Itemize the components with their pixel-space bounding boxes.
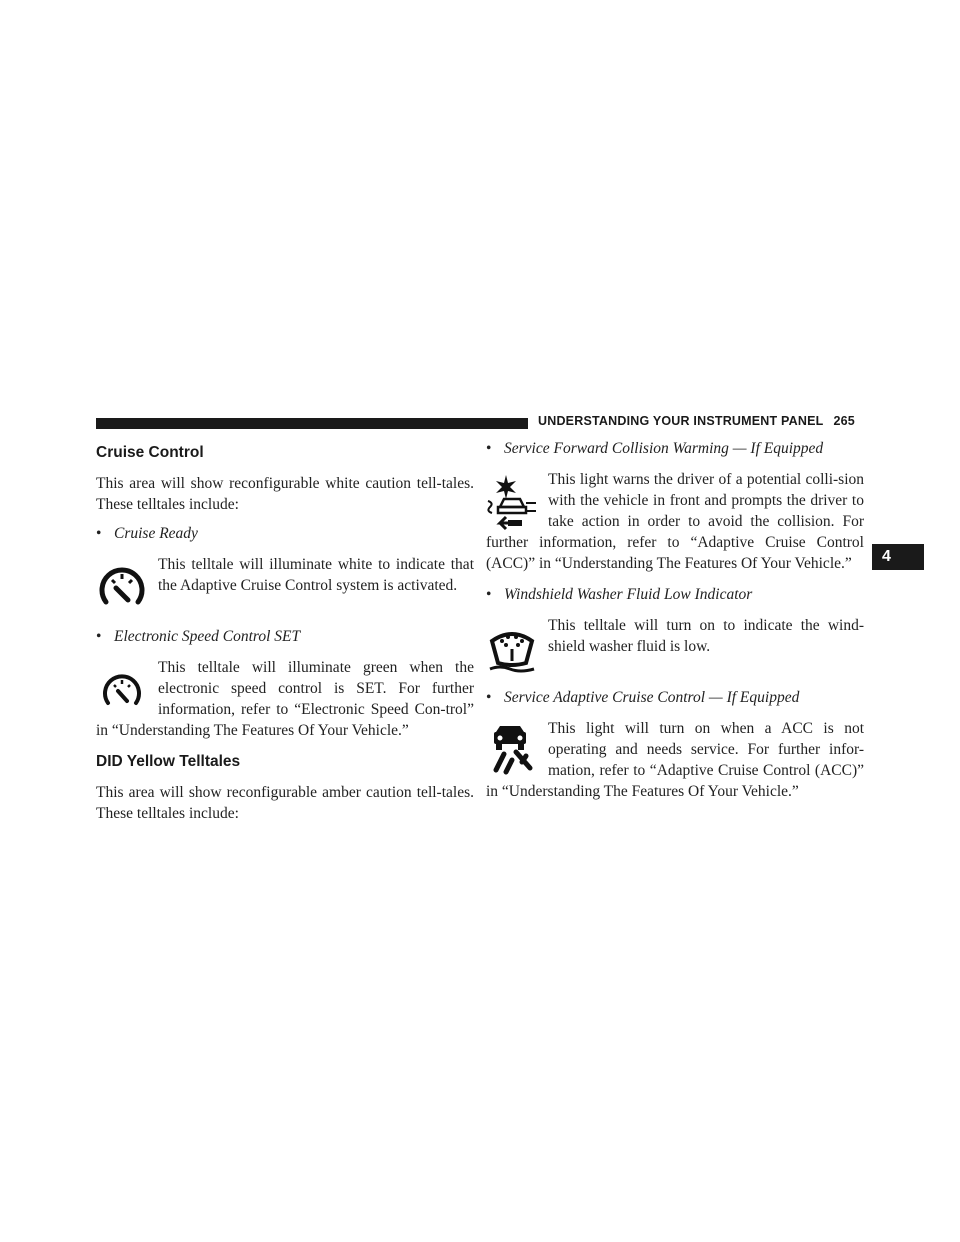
telltale-speed-control-set: [96, 657, 474, 741]
header-title: UNDERSTANDING YOUR INSTRUMENT PANEL: [538, 414, 824, 428]
bullet-dot: •: [96, 628, 102, 645]
bullet-title: Service Adaptive Cruise Control — If Equipped: [504, 689, 800, 706]
telltale-description: This telltale will illuminate white to indicate that the Adaptive Cruise Control system is activated.: [158, 556, 474, 594]
telltale-description: This light warns the driver of a potential colli-sion with the vehicle in front and prompts the driver to take action in order to avoid the collision. For further information, refer to “Adaptive Cruise Control (ACC)” in “Understanding The Features Of Your Vehicle.”: [486, 471, 864, 572]
bullet-dot: •: [486, 689, 492, 706]
bullet-title: Service Forward Collision Warming — If Equipped: [504, 440, 824, 457]
bullet-title: Windshield Washer Fluid Low Indicator: [504, 586, 753, 603]
bullet-dot: •: [486, 586, 492, 603]
section-intro: This area will show reconfigurable amber caution tell-tales. These telltales include:: [96, 784, 474, 822]
right-column: [486, 438, 864, 812]
chapter-tab: 4: [872, 544, 924, 570]
bullet-forward-collision: [486, 438, 864, 459]
bullet-title: Cruise Ready: [114, 525, 198, 542]
page-number: 265: [833, 414, 855, 428]
header-rule: [96, 418, 528, 429]
telltale-description: This telltale will illuminate green when the electronic speed control is SET. For further information, refer to “Electronic Speed Con-trol” in “Understanding The Features Of Your Vehicle.”: [96, 659, 474, 739]
section-title-cruise-control: Cruise Control: [96, 444, 204, 461]
bullet-dot: •: [486, 440, 492, 457]
section-title-did-yellow-telltales: DID Yellow Telltales: [96, 753, 241, 770]
bullet-washer-fluid: [486, 584, 864, 605]
telltale-cruise-ready: [96, 554, 474, 616]
running-header: [538, 414, 868, 428]
bullet-title: Electronic Speed Control SET: [114, 628, 301, 645]
forward-collision-icon: [486, 473, 538, 531]
speedometer-set-icon: [96, 661, 148, 719]
telltale-description: This light will turn on when a ACC is not operating and needs service. For further infor-mation, refer to “Adaptive Cruise Control (ACC)” in “Understanding The Features Of Your Vehicle.”: [486, 720, 864, 800]
bullet-service-acc: [486, 687, 864, 708]
section-intro: This area will show reconfigurable white caution tell-tales. These telltales include:: [96, 475, 474, 513]
telltale-description: This telltale will turn on to indicate the wind-shield washer fluid is low.: [548, 617, 864, 655]
left-column: [96, 438, 474, 832]
telltale-washer-fluid: [486, 615, 864, 677]
bullet-speed-control-set: [96, 626, 474, 647]
bullet-dot: •: [96, 525, 102, 542]
washer-fluid-icon: [486, 619, 538, 677]
bullet-cruise-ready: [96, 523, 474, 544]
speedometer-icon: [96, 558, 148, 616]
service-acc-icon: [486, 722, 538, 780]
telltale-forward-collision: [486, 469, 864, 574]
telltale-service-acc: [486, 718, 864, 802]
